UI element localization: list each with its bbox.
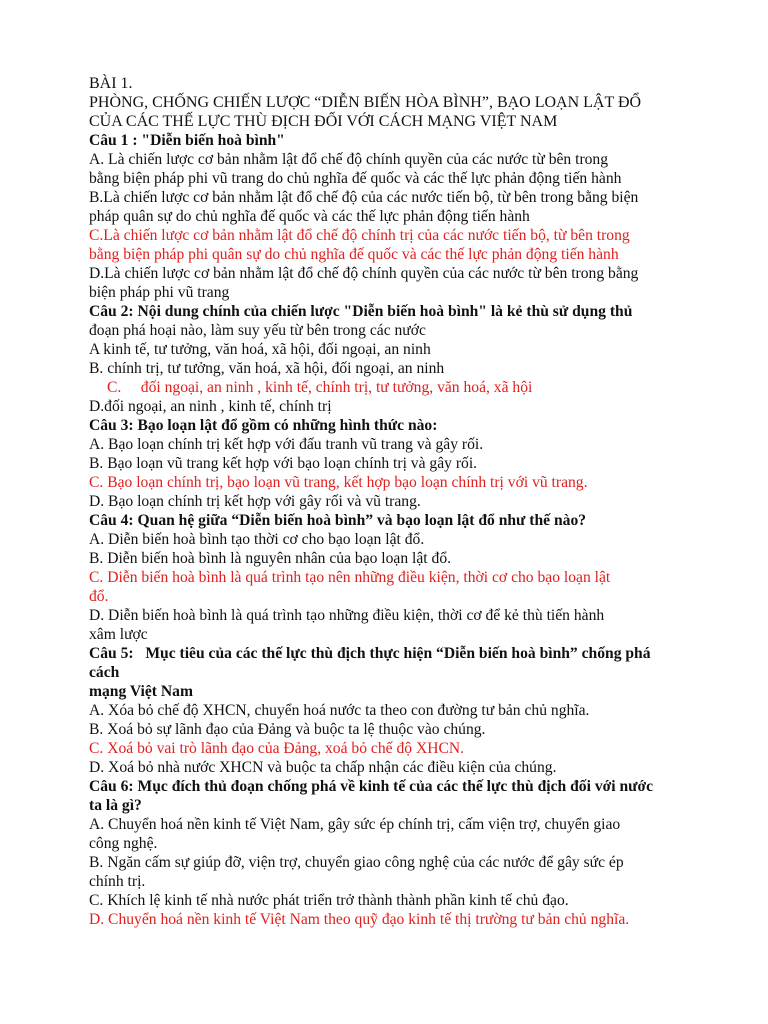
option-line: D. Diễn biến hoà bình là quá trình tạo những điều kiện, thời cơ để kẻ thù tiến hành — [89, 607, 605, 624]
answer-line: D. Chuyển hoá nền kinh tế Việt Nam theo quỹ đạo kinh tế thị trường tư bản chủ nghĩa. — [89, 911, 630, 928]
option-line: B. chính trị, tư tưởng, văn hoá, xã hội, đối ngoại, an ninh — [89, 360, 445, 377]
question-line: mạng Việt Nam — [89, 683, 193, 700]
option-line: đoạn phá hoại nào, làm suy yếu từ bên trong các nước — [89, 322, 426, 339]
option-line: pháp quân sự do chủ nghĩa đế quốc và các thế lực phản động tiến hành — [89, 208, 530, 225]
answer-line: C. Xoá bỏ vai trò lãnh đạo của Đảng, xoá bỏ chế độ XHCN. — [89, 740, 465, 757]
heading-line: PHÒNG, CHỐNG CHIẾN LƯỢC “DIỄN BIẾN HÒA BÌNH”, BẠO LOẠN LẬT ĐỔ — [89, 94, 642, 111]
heading-line: CỦA CÁC THẾ LỰC THÙ ĐỊCH ĐỐI VỚI CÁCH MẠNG VIỆT NAM — [89, 113, 558, 130]
option-line: B. Diễn biến hoà bình là nguyên nhân của bạo loạn lật đổ. — [89, 550, 452, 567]
question-line: Câu 1 : "Diễn biến hoà bình" — [89, 132, 285, 149]
answer-line: đổ. — [89, 588, 109, 605]
question-line: ta là gì? — [89, 797, 142, 814]
question-line: Câu 6: Mục đích thủ đoạn chống phá về kinh tế của các thế lực thù địch đối với nước — [89, 778, 654, 795]
option-line: B. Ngăn cấm sự giúp đỡ, viện trợ, chuyển giao công nghệ của các nước để gây sức ép — [89, 854, 624, 871]
option-line: A. Bạo loạn chính trị kết hợp với đấu tranh vũ trang và gây rối. — [89, 436, 484, 453]
question-line: Câu 5: Mục tiêu của các thế lực thù địch thực hiện “Diễn biến hoà bình” chống phá — [89, 645, 651, 662]
option-line: B.Là chiến lược cơ bản nhằm lật đổ chế độ của các nước tiến bộ, từ bên trong bằng biện — [89, 189, 639, 206]
option-line: D. Bạo loạn chính trị kết hợp với gây rối và vũ trang. — [89, 493, 421, 510]
option-line: bằng biện pháp phi vũ trang do chủ nghĩa đế quốc và các thế lực phản động tiến hành — [89, 170, 622, 187]
option-line: A. Xóa bỏ chế độ XHCN, chuyển hoá nước ta theo con đường tư bản chủ nghĩa. — [89, 702, 590, 719]
answer-line: C. đối ngoại, an ninh , kinh tế, chính trị, tư tưởng, văn hoá, xã hội — [107, 379, 533, 396]
option-line: chính trị. — [89, 873, 146, 890]
option-line: C. Khích lệ kinh tế nhà nước phát triển trở thành thành phần kinh tế chủ đạo. — [89, 892, 569, 909]
answer-line: C.Là chiến lược cơ bản nhằm lật đổ chế độ chính trị của các nước tiến bộ, từ bên trong — [89, 227, 630, 244]
answer-line: C. Diễn biến hoà bình là quá trình tạo nên những điều kiện, thời cơ cho bạo loạn lật — [89, 569, 611, 586]
option-line: A. Diễn biến hoà bình tạo thời cơ cho bạo loạn lật đổ. — [89, 531, 425, 548]
option-line: xâm lược — [89, 626, 148, 643]
option-line: A kinh tế, tư tưởng, văn hoá, xã hội, đối ngoại, an ninh — [89, 341, 431, 358]
option-line: A. Chuyển hoá nền kinh tế Việt Nam, gây sức ép chính trị, cấm viện trợ, chuyển giao — [89, 816, 621, 833]
option-line: công nghệ. — [89, 835, 158, 852]
question-line: Câu 4: Quan hệ giữa “Diễn biến hoà bình” và bạo loạn lật đổ như thế nào? — [89, 512, 587, 529]
option-line: A. Là chiến lược cơ bản nhằm lật đổ chế độ chính quyền của các nước từ bên trong — [89, 151, 609, 168]
option-line: D.đối ngoại, an ninh , kinh tế, chính trị — [89, 398, 332, 415]
option-line: B. Xoá bỏ sự lãnh đạo của Đảng và buộc ta lệ thuộc vào chúng. — [89, 721, 486, 738]
heading-line: BÀI 1. — [89, 75, 133, 92]
question-line: Câu 3: Bạo loạn lật đổ gồm có những hình thức nào: — [89, 417, 438, 434]
question-line: Câu 2: Nội dung chính của chiến lược "Diễn biến hoà bình" là kẻ thù sử dụng thủ — [89, 303, 633, 320]
answer-line: C. Bạo loạn chính trị, bạo loạn vũ trang, kết hợp bạo loạn chính trị với vũ trang. — [89, 474, 588, 491]
option-line: D. Xoá bỏ nhà nước XHCN và buộc ta chấp nhận các điều kiện của chúng. — [89, 759, 557, 776]
question-line: cách — [89, 664, 120, 681]
option-line: biện pháp phi vũ trang — [89, 284, 230, 301]
option-line: B. Bạo loạn vũ trang kết hợp với bạo loạn chính trị và gây rối. — [89, 455, 478, 472]
answer-line: bằng biện pháp phi quân sự do chủ nghĩa đế quốc và các thế lực phản động tiến hành — [89, 246, 619, 263]
option-line: D.Là chiến lược cơ bản nhằm lật đổ chế độ chính quyền của các nước từ bên trong bằng — [89, 265, 639, 282]
